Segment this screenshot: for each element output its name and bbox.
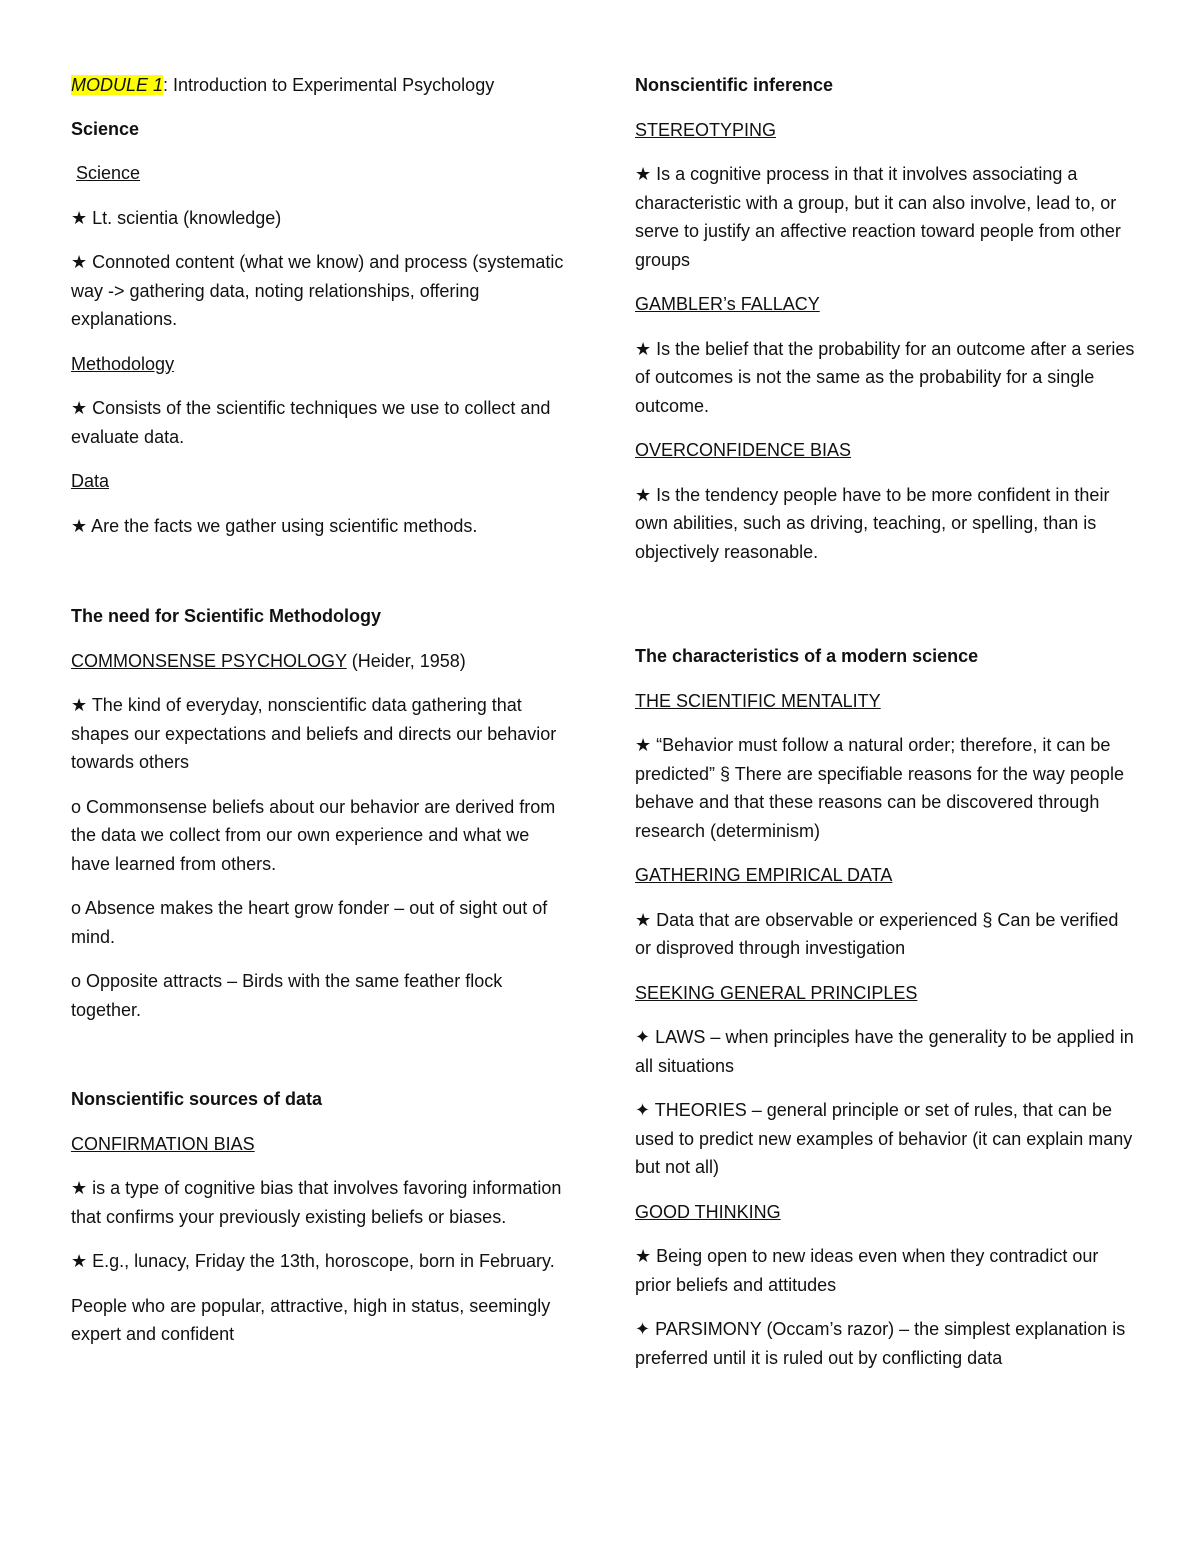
confirmation-item-1: ★ is a type of cognitive bias that involves favoring information that confirms your previously existing beliefs or biases. [71, 1178, 562, 1227]
stereotyping-label: STEREOTYPING [635, 119, 777, 140]
characteristics-heading: The characteristics of a modern science [635, 646, 979, 666]
stereotyping-item: ★ Is a cognitive process in that it involves associating a characteristic with a group, but it can also involve, lead to, or serve to justify an affective reaction toward people from other groups [635, 164, 1121, 270]
page-title [71, 71, 571, 100]
need-heading: The need for Scientific Methodology [71, 606, 382, 626]
people-text: People who are popular, attractive, high in status, seemingly expert and confident [71, 1295, 551, 1344]
commonsense-label: COMMONSENSE PSYCHOLOGY [71, 650, 347, 671]
science-subheading: Science [76, 163, 141, 183]
right-column [635, 71, 1135, 1388]
principles-label: SEEKING GENERAL PRINCIPLES [635, 982, 918, 1003]
science-item-2: ★ Connoted content (what we know) and process (systematic way -> gathering data, noting relationships, offering explanations. [71, 252, 564, 329]
science-item-1: ★ Lt. scientia (knowledge) [71, 207, 282, 228]
thinking-item-1: ★ Being open to new ideas even when they contradict our prior beliefs and attitudes [635, 1246, 1099, 1295]
gambler-item: ★ Is the belief that the probability for an outcome after a series of outcomes is not the same as the probability for a single outcome. [635, 338, 1135, 416]
methodology-item: ★ Consists of the scientific techniques we use to collect and evaluate data. [71, 398, 551, 447]
confirmation-item-2: ★ E.g., lunacy, Friday the 13th, horoscope, born in February. [71, 1251, 555, 1271]
overconfidence-item: ★ Is the tendency people have to be more confident in their own abilities, such as driving, teaching, or spelling, than is objectively reasonable. [635, 484, 1110, 562]
empirical-item: ★ Data that are observable or experienced § Can be verified or disproved through investigation [635, 909, 1119, 958]
commonsense-item-1: ★ The kind of everyday, nonscientific data gathering that shapes our expectations and beliefs and directs our behavior towards others [71, 695, 557, 772]
overconfidence-label: OVERCONFIDENCE BIAS [635, 440, 852, 460]
data-label: Data [71, 471, 110, 491]
commonsense-item-4: o Opposite attracts – Birds with the same feather flock together. [71, 971, 503, 1020]
module-label: MODULE 1 [71, 75, 164, 95]
commonsense-item-3: o Absence makes the heart grow fonder – out of sight out of mind. [71, 898, 548, 947]
title-text: : Introduction to Experimental Psychology [163, 75, 495, 95]
confirmation-label: CONFIRMATION BIAS [71, 1133, 255, 1154]
commonsense-ref: (Heider, 1958) [346, 650, 466, 671]
principles-item-2: ✦ THEORIES – general principle or set of rules, that can be used to predict new examples of behavior (it can explain many but not all) [635, 1100, 1133, 1177]
methodology-label: Methodology [71, 353, 175, 374]
sources-heading: Nonscientific sources of data [71, 1089, 323, 1109]
mentality-item: ★ “Behavior must follow a natural order; therefore, it can be predicted” § There are specifiable reasons for the way people behave and that these reasons can be discovered through research (determinism) [635, 735, 1124, 841]
commonsense-item-2: o Commonsense beliefs about our behavior are derived from the data we collect from our own experience and what we have learned from others. [71, 796, 556, 874]
principles-item-1: ✦ LAWS – when principles have the generality to be applied in all situations [635, 1027, 1134, 1076]
science-heading: Science [71, 118, 140, 139]
gambler-label: GAMBLER’s FALLACY [635, 294, 820, 314]
inference-heading: Nonscientific inference [635, 75, 834, 95]
empirical-label: GATHERING EMPIRICAL DATA [635, 865, 893, 885]
thinking-item-2: ✦ PARSIMONY (Occam’s razor) – the simplest explanation is preferred until it is ruled out by conflicting data [635, 1319, 1126, 1368]
thinking-label: GOOD THINKING [635, 1201, 781, 1222]
data-item: ★ Are the facts we gather using scientific methods. [71, 515, 478, 536]
mentality-label: THE SCIENTIFIC MENTALITY [635, 690, 881, 711]
left-column [71, 71, 571, 1365]
